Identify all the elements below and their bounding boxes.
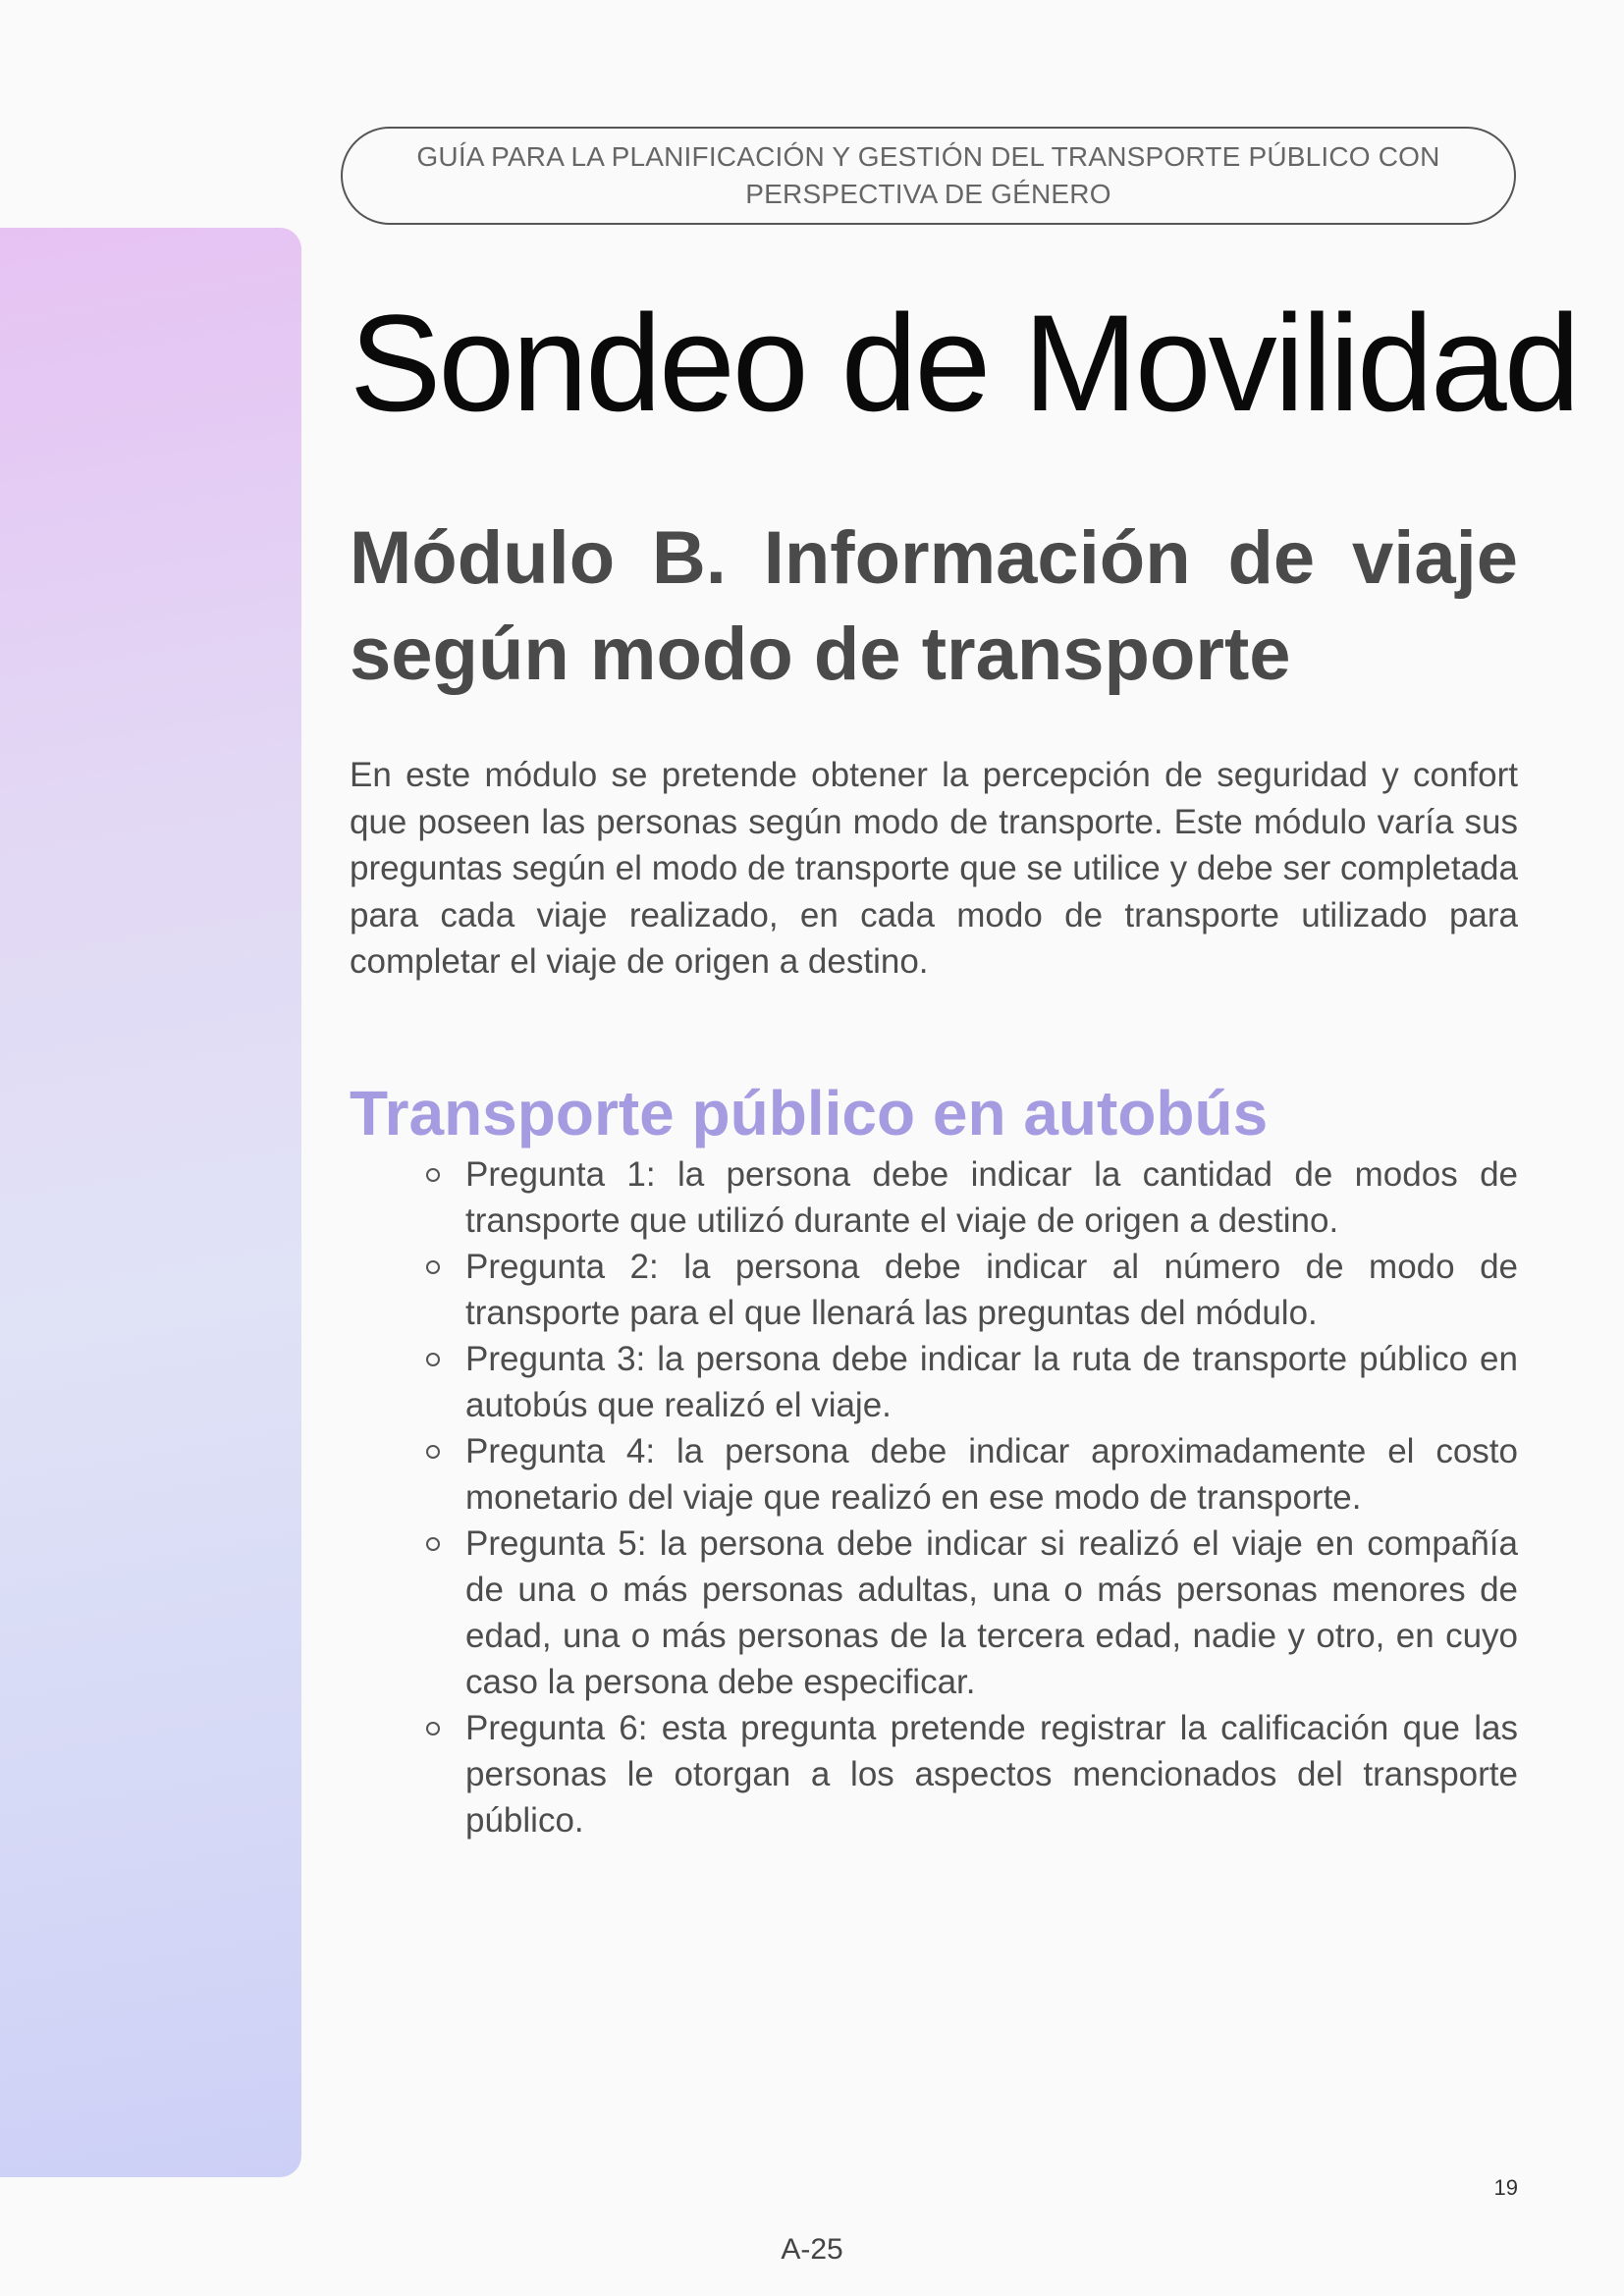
circle-bullet-icon bbox=[426, 1722, 440, 1735]
question-list bbox=[465, 1151, 1518, 1843]
circle-bullet-icon bbox=[426, 1445, 440, 1459]
circle-bullet-icon bbox=[426, 1537, 440, 1551]
question-text: Pregunta 2: la persona debe indicar al número de modo de transporte para el que llenará las preguntas del módulo. bbox=[465, 1248, 1518, 1332]
footer-code: A-25 bbox=[781, 2233, 843, 2266]
question-text: Pregunta 5: la persona debe indicar si realizó el viaje en compañía de una o más personas adultas, una o más personas menores de edad, una o más personas de la tercera edad, nadie y otro, en cuyo caso la persona debe especificar. bbox=[465, 1524, 1518, 1701]
question-text: Pregunta 1: la persona debe indicar la cantidad de modos de transporte que utilizó durante el viaje de origen a destino. bbox=[465, 1155, 1518, 1240]
circle-bullet-icon bbox=[426, 1353, 440, 1366]
circle-bullet-icon bbox=[426, 1260, 440, 1274]
page-number: 19 bbox=[1493, 2175, 1518, 2200]
subsection-heading: Transporte público en autobús bbox=[350, 1078, 1269, 1148]
question-text: Pregunta 3: la persona debe indicar la ruta de transporte público en autobús que realizó el viaje. bbox=[465, 1340, 1518, 1424]
list-item bbox=[465, 1428, 1518, 1521]
question-text: Pregunta 4: la persona debe indicar aproximadamente el costo monetario del viaje que realizó en ese modo de transporte. bbox=[465, 1432, 1518, 1517]
list-item bbox=[465, 1705, 1518, 1843]
intro-paragraph: En este módulo se pretende obtener la percepción de seguridad y confort que poseen las personas según modo de transporte. Este módulo varía sus preguntas según el modo de transporte que se utilice y debe ser completada para cada viaje realizado, en cada modo de transporte utilizado para completar el viaje de origen a destino. bbox=[350, 756, 1518, 981]
page-title: Sondeo de Movilidad bbox=[350, 286, 1578, 440]
document-header-banner bbox=[341, 127, 1516, 225]
list-item bbox=[465, 1521, 1518, 1705]
header-label: GUÍA PARA LA PLANIFICACIÓN Y GESTIÓN DEL TRANSPORTE PÚBLICO CON PERSPECTIVA DE GÉNERO bbox=[416, 141, 1440, 209]
list-item bbox=[465, 1151, 1518, 1244]
question-text: Pregunta 6: esta pregunta pretende registrar la calificación que las personas le otorgan a los aspectos mencionados del transporte público. bbox=[465, 1709, 1518, 1840]
list-item bbox=[465, 1336, 1518, 1428]
list-item bbox=[465, 1244, 1518, 1336]
decorative-gradient-sidebar bbox=[0, 228, 301, 2177]
circle-bullet-icon bbox=[426, 1168, 440, 1182]
section-heading: Módulo B. Información de viaje según modo de transporte bbox=[350, 516, 1518, 696]
